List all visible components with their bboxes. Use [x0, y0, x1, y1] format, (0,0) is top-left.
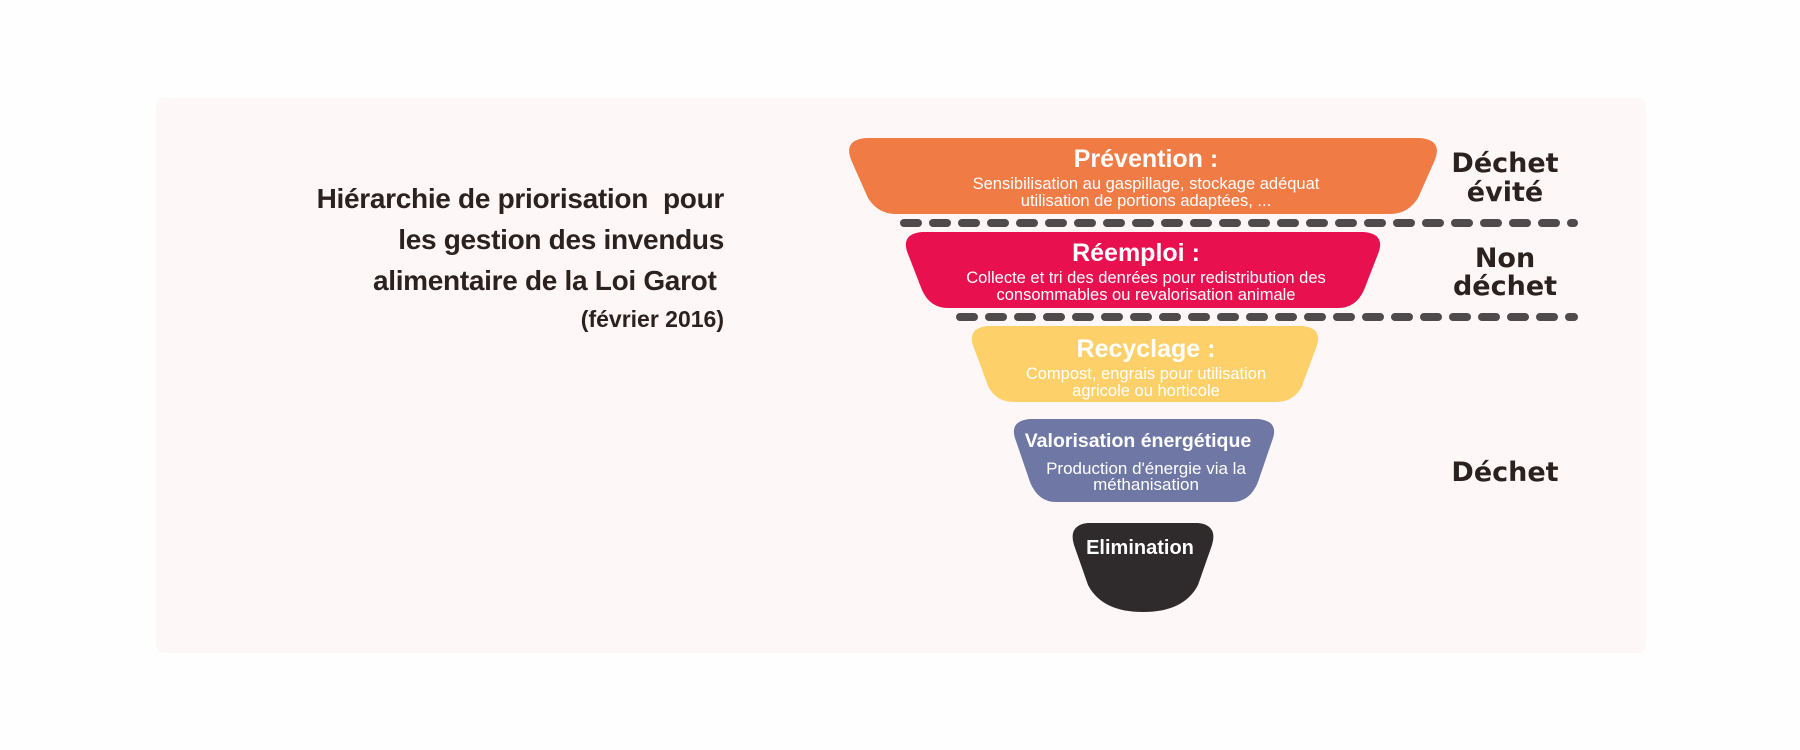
tier-valorisation [1014, 419, 1274, 502]
tier-reemploi-desc-1: Collecte et tri des denrées pour redistribution des [966, 269, 1326, 287]
tier-prevention [849, 138, 1437, 214]
side-label-avoided-waste-line-1: Déchet [1451, 148, 1559, 179]
tier-prevention-desc-1: Sensibilisation au gaspillage, stockage adéquat [972, 175, 1320, 193]
title-date: (février 2016) [580, 306, 724, 332]
tier-valorisation-desc-2: méthanisation [1093, 475, 1199, 494]
tier-prevention-desc-2: utilisation de portions adaptées, ... [1020, 192, 1272, 210]
tier-prevention-title: Prévention : [1073, 145, 1219, 173]
tier-reemploi [906, 232, 1380, 308]
tier-valorisation-title: Valorisation énergétique [1024, 430, 1252, 452]
tier-elimination-title: Elimination [1086, 537, 1194, 559]
tier-recyclage [972, 326, 1318, 402]
side-label-non-waste-line-1: Non [1474, 243, 1536, 274]
side-label-avoided-waste-line-2: évité [1466, 177, 1544, 208]
title-line-2: les gestion des invendus [398, 224, 724, 255]
side-label-non-waste-line-2: déchet [1452, 271, 1558, 302]
tier-recyclage-desc-2: agricole ou horticole [1072, 382, 1220, 400]
side-label-non-waste [1453, 243, 1557, 302]
side-label-waste-line-1: Déchet [1451, 457, 1559, 488]
tier-reemploi-title: Réemploi : [1072, 239, 1200, 267]
side-label-avoided-waste [1451, 148, 1558, 208]
tier-reemploi-desc-2: consommables ou revalorisation animale [996, 286, 1296, 304]
title-line-1: Hiérarchie de priorisation pour [316, 183, 724, 214]
side-label-waste [1451, 457, 1558, 488]
tier-valorisation-desc-1: Production d'énergie via la [1046, 459, 1246, 478]
tier-elimination [1073, 523, 1214, 612]
title-line-3: alimentaire de la Loi Garot [372, 265, 724, 296]
tier-recyclage-title: Recyclage : [1076, 335, 1216, 363]
tier-recyclage-desc-1: Compost, engrais pour utilisation [1025, 365, 1267, 383]
